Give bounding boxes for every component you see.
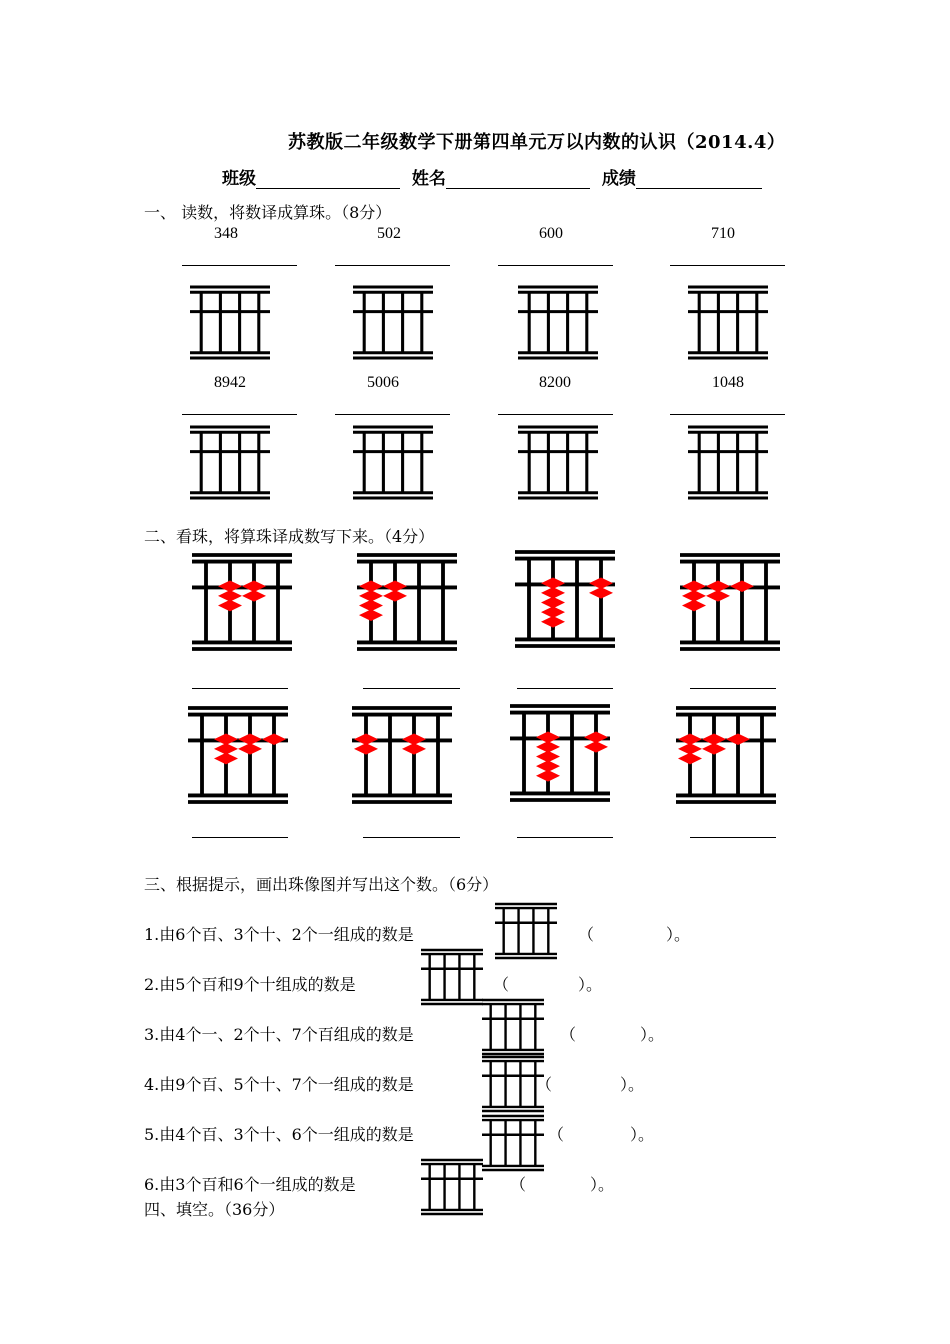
question-text: 4.由9个百、5个十、7个一组成的数是 — [144, 1075, 414, 1094]
bead-abacus — [188, 706, 288, 804]
answer-line[interactable] — [182, 414, 297, 415]
answer-line[interactable] — [690, 837, 776, 838]
answer-line[interactable] — [335, 265, 450, 266]
abacus-bead — [584, 741, 608, 753]
question-text: 1.由6个百、3个十、2个一组成的数是 — [144, 925, 414, 944]
bead-abacus — [676, 706, 776, 804]
section4-heading: 四、填空。（36分） — [144, 1200, 285, 1219]
answer-line[interactable] — [335, 414, 450, 415]
number-label: 8200 — [539, 374, 571, 391]
abacus-bead — [702, 743, 726, 755]
score-blank[interactable] — [636, 170, 762, 189]
abacus[interactable] — [421, 948, 483, 1006]
question-text: 3.由4个一、2个十、7个百组成的数是 — [144, 1025, 414, 1044]
answer-line[interactable] — [192, 837, 288, 838]
page-title: 苏教版二年级数学下册第四单元万以内数的认识（2014.4） — [288, 132, 786, 153]
name-blank[interactable] — [446, 170, 590, 189]
number-label: 348 — [214, 225, 238, 242]
question-text: 2.由5个百和9个十组成的数是 — [144, 975, 356, 994]
abacus[interactable] — [421, 1158, 483, 1216]
number-label: 502 — [377, 225, 401, 242]
answer-paren-close: ）。 — [590, 1175, 615, 1194]
question-text: 5.由4个百、3个十、6个一组成的数是 — [144, 1125, 414, 1144]
abacus-bead — [589, 587, 613, 599]
answer-line[interactable] — [363, 688, 460, 689]
abacus-bead — [238, 743, 262, 755]
abacus[interactable] — [353, 425, 433, 500]
abacus-bead — [383, 590, 407, 602]
question-text: 6.由3个百和6个一组成的数是 — [144, 1175, 356, 1194]
answer-paren-open: （ — [548, 1125, 565, 1144]
abacus-bead — [682, 600, 706, 612]
abacus[interactable] — [482, 1055, 544, 1113]
answer-line[interactable] — [498, 414, 613, 415]
abacus[interactable] — [482, 998, 544, 1056]
abacus-bead — [678, 753, 702, 765]
abacus-bead — [726, 734, 750, 746]
abacus-bead — [214, 753, 238, 765]
abacus-bead — [359, 609, 383, 621]
abacus-bead — [541, 616, 565, 628]
number-label: 5006 — [367, 374, 399, 391]
answer-line[interactable] — [670, 265, 785, 266]
score-label: 成绩 — [601, 169, 636, 189]
abacus[interactable] — [688, 425, 768, 500]
abacus-bead — [354, 743, 378, 755]
number-label: 710 — [711, 225, 735, 242]
answer-line[interactable] — [517, 837, 613, 838]
abacus[interactable] — [518, 285, 598, 360]
answer-line[interactable] — [690, 688, 776, 689]
abacus-bead — [536, 770, 560, 782]
section2-heading: 二、看珠，将算珠译成数写下来。（4分） — [144, 527, 435, 546]
answer-paren-open: （ — [510, 1175, 527, 1194]
bead-abacus — [192, 553, 292, 651]
abacus[interactable] — [353, 285, 433, 360]
answer-paren-open: （ — [536, 1075, 553, 1094]
abacus[interactable] — [688, 285, 768, 360]
abacus-bead — [730, 581, 754, 593]
number-label: 600 — [539, 225, 563, 242]
abacus[interactable] — [190, 425, 270, 500]
abacus-bead — [706, 590, 730, 602]
section3-heading: 三、根据提示，画出珠像图并写出这个数。（6分） — [144, 875, 499, 894]
answer-line[interactable] — [517, 688, 613, 689]
answer-line[interactable] — [363, 837, 460, 838]
answer-paren-close: ）。 — [620, 1075, 645, 1094]
abacus[interactable] — [190, 285, 270, 360]
answer-line[interactable] — [498, 265, 613, 266]
abacus[interactable] — [482, 1114, 544, 1172]
section1-heading: 一、 读数，将数译成算珠。（8分） — [144, 203, 392, 222]
answer-paren-close: ）。 — [640, 1025, 665, 1044]
name-label: 姓名 — [411, 169, 446, 189]
answer-line[interactable] — [192, 688, 288, 689]
bead-abacus — [680, 553, 780, 651]
abacus-bead — [218, 600, 242, 612]
bead-abacus — [357, 553, 457, 651]
abacus[interactable] — [495, 902, 557, 960]
abacus-bead — [262, 734, 286, 746]
bead-abacus — [352, 706, 452, 804]
answer-paren-open: （ — [493, 975, 510, 994]
abacus-bead — [242, 590, 266, 602]
abacus[interactable] — [518, 425, 598, 500]
class-blank[interactable] — [256, 170, 400, 189]
bead-abacus — [510, 704, 610, 802]
student-info — [222, 164, 762, 189]
answer-line[interactable] — [670, 414, 785, 415]
abacus-bead — [402, 743, 426, 755]
answer-paren-open: （ — [578, 925, 595, 944]
answer-paren-open: （ — [560, 1025, 577, 1044]
answer-paren-close: ）。 — [666, 925, 691, 944]
answer-paren-close: ）。 — [630, 1125, 655, 1144]
bead-abacus — [515, 550, 615, 648]
answer-line[interactable] — [182, 265, 297, 266]
number-label: 8942 — [214, 374, 246, 391]
class-label: 班级 — [222, 169, 256, 189]
answer-paren-close: ）。 — [578, 975, 603, 994]
number-label: 1048 — [712, 374, 744, 391]
